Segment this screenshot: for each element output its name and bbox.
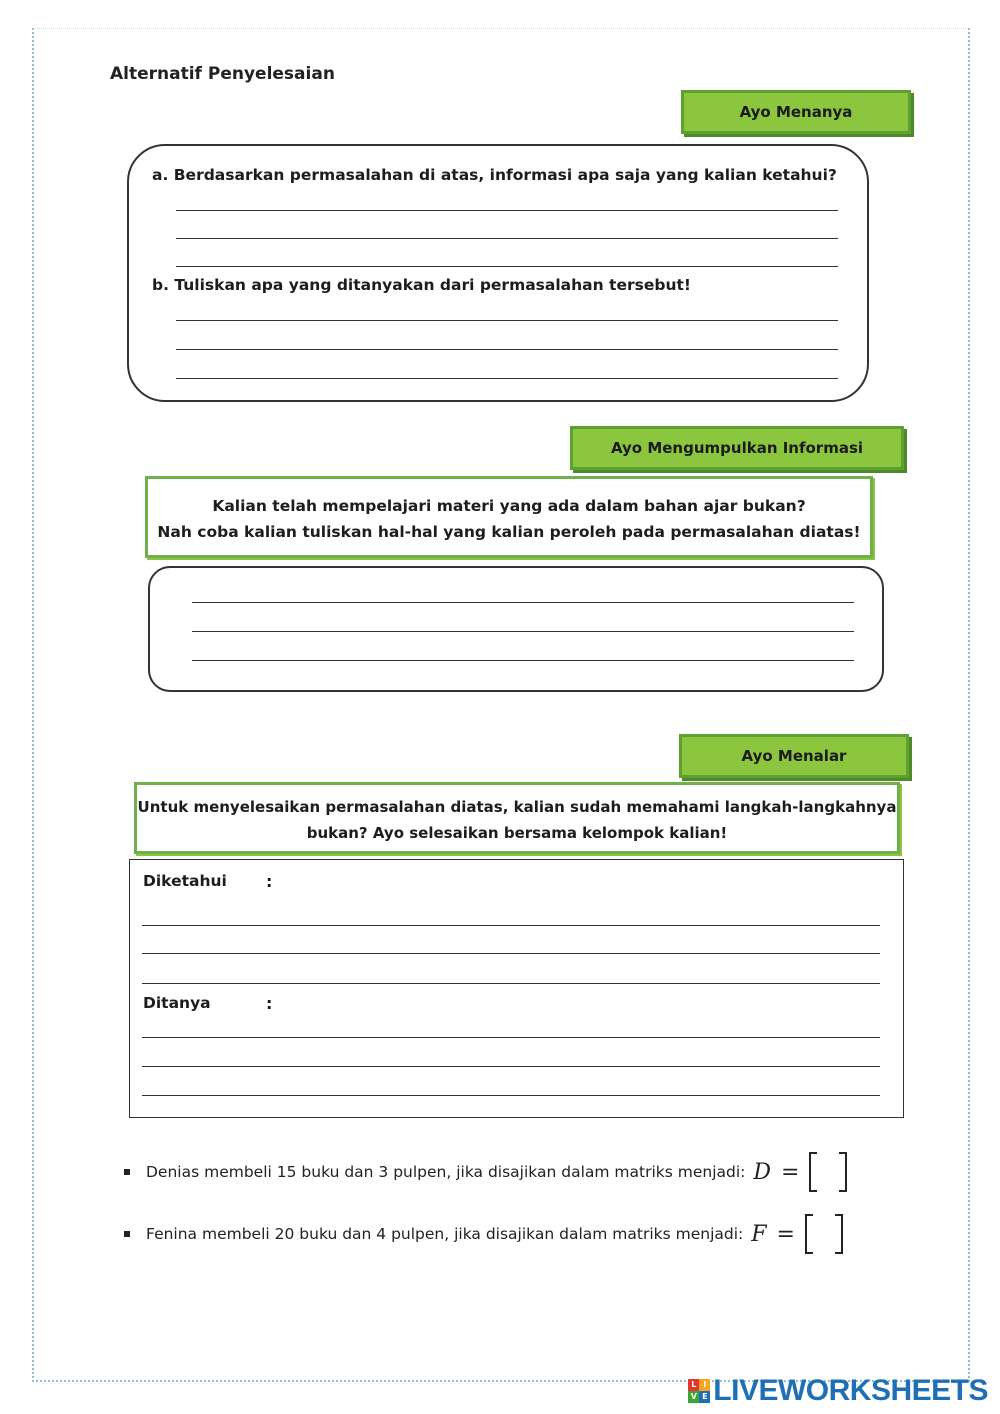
ayo-mengumpulkan-answer-box [148, 566, 884, 692]
matrix-item-fenina [124, 1212, 843, 1256]
matrix-f-input[interactable] [805, 1214, 843, 1254]
page-title: Alternatif Penyelesaian [110, 64, 335, 84]
asked-line-3[interactable] [142, 1095, 880, 1096]
matrix-d-input[interactable] [809, 1152, 847, 1192]
matrix-variable: F [751, 1221, 767, 1247]
answer-line-a3[interactable] [176, 266, 838, 267]
matrix-text: Denias membeli 15 buku dan 3 pulpen, jika disajikan dalam matriks menjadi: [146, 1163, 746, 1181]
question-b: b. Tuliskan apa yang ditanyakan dari permasalahan tersebut! [152, 276, 691, 294]
bullet-icon [124, 1169, 130, 1175]
brand-name: LIVEWORKSHEETS [713, 1374, 988, 1407]
known-label: Diketahui [143, 872, 227, 890]
answer-line-b2[interactable] [176, 349, 838, 350]
menalar-line-1: Untuk menyelesaikan permasalahan diatas, kalian sudah memahami langkah-langkahnya [137, 798, 897, 816]
matrix-item-denias [124, 1150, 847, 1194]
asked-line-1[interactable] [142, 1037, 880, 1038]
matrix-text: Fenina membeli 20 buku dan 4 pulpen, jika disajikan dalam matriks menjadi: [146, 1225, 744, 1243]
info-line-2[interactable] [192, 631, 854, 632]
known-line-3[interactable] [142, 983, 880, 984]
menalar-line-2: bukan? Ayo selesaikan bersama kelompok kalian! [306, 824, 728, 842]
info-line-3[interactable] [192, 660, 854, 661]
instruction-line-1: Kalian telah mempelajari materi yang ada dalam bahan ajar bukan? [212, 497, 806, 515]
asked-colon: : [266, 994, 273, 1013]
known-line-1[interactable] [142, 925, 880, 926]
answer-line-b1[interactable] [176, 320, 838, 321]
matrix-equals: = [776, 1221, 795, 1247]
asked-line-2[interactable] [142, 1066, 880, 1067]
matrix-variable: D [753, 1159, 772, 1185]
info-line-1[interactable] [192, 602, 854, 603]
ayo-mengumpulkan-tag: Ayo Mengumpulkan Informasi [570, 426, 904, 470]
answer-line-a1[interactable] [176, 210, 838, 211]
answer-line-a2[interactable] [176, 238, 838, 239]
answer-line-b3[interactable] [176, 378, 838, 379]
ayo-menalar-instructions [134, 782, 900, 854]
ayo-menanya-tag: Ayo Menanya [681, 90, 911, 134]
liveworksheets-logo [688, 1374, 988, 1408]
instruction-line-2: Nah coba kalian tuliskan hal-hal yang kalian peroleh pada permasalahan diatas! [157, 523, 861, 541]
liveworksheets-logo-icon: L I V E [688, 1379, 710, 1403]
known-colon: : [266, 872, 273, 891]
ayo-menalar-answer-box [129, 859, 904, 1118]
ayo-menalar-tag: Ayo Menalar [679, 734, 909, 778]
asked-label: Ditanya [143, 994, 211, 1012]
known-line-2[interactable] [142, 953, 880, 954]
bullet-icon [124, 1231, 130, 1237]
matrix-equals: = [781, 1159, 800, 1185]
question-a: a. Berdasarkan permasalahan di atas, informasi apa saja yang kalian ketahui? [152, 166, 837, 184]
ayo-mengumpulkan-instructions [145, 476, 873, 558]
